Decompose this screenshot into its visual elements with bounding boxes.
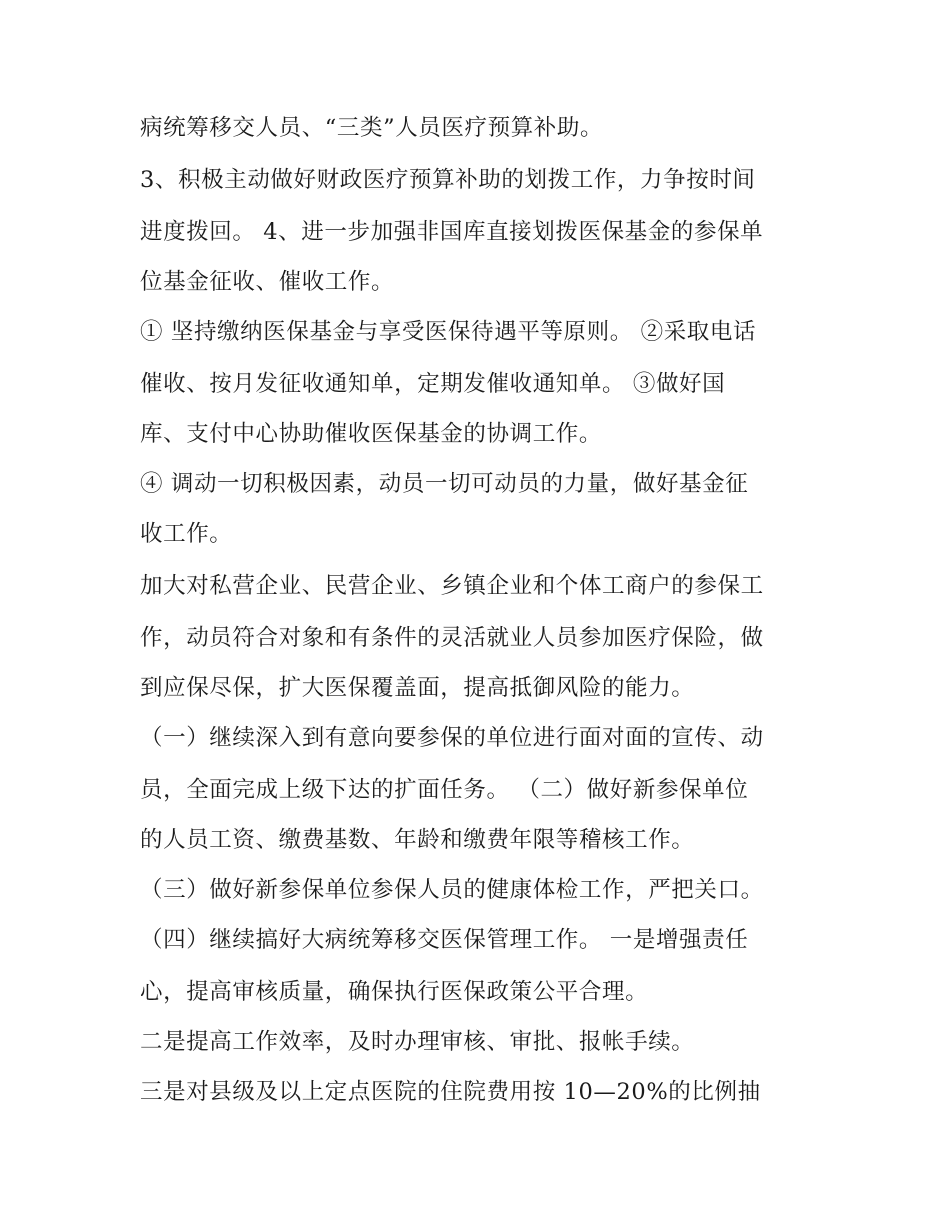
text-line: 库、支付中心协助催收医保基金的协调工作。 bbox=[140, 421, 603, 447]
text-line: 三是对县级及以上定点医院的住院费用按 10—20%的比例抽 bbox=[140, 1079, 761, 1105]
text-line: 二是提高工作效率，及时办理审核、审批、报帐手续。 bbox=[140, 1029, 695, 1055]
text-line: （一）继续深入到有意向要参保的单位进行面对面的宣传、动 bbox=[140, 725, 764, 751]
text-line: 作，动员符合对象和有条件的灵活就业人员参加医疗保险，做 bbox=[140, 625, 764, 651]
text-line: 3、积极主动做好财政医疗预算补助的划拨工作，力争按时间 bbox=[140, 167, 756, 193]
text-line: （四）继续搞好大病统筹移交医保管理工作。 一是增强责任 bbox=[140, 927, 749, 953]
text-line: 位基金征收、催收工作。 bbox=[140, 269, 395, 295]
text-line: 员，全面完成上级下达的扩面任务。 （二）做好新参保单位 bbox=[140, 777, 749, 803]
text-line: 收工作。 bbox=[140, 521, 233, 547]
text-line: ① 坚持缴纳医保基金与享受医保待遇平等原则。 ②采取电话 bbox=[140, 319, 757, 345]
text-line: 进度拨回。 4、进一步加强非国库直接划拨医保基金的参保单 bbox=[140, 219, 764, 245]
text-line: 病统筹移交人员、“三类”人员医疗预算补助。 bbox=[140, 115, 604, 141]
text-line: ④ 调动一切积极因素，动员一切可动员的力量，做好基金征 bbox=[140, 471, 749, 497]
text-line: 催收、按月发征收通知单，定期发催收通知单。 ③做好国 bbox=[140, 371, 726, 397]
text-line: 的人员工资、缴费基数、年龄和缴费年限等稽核工作。 bbox=[140, 827, 695, 853]
text-line: 心，提高审核质量，确保执行医保政策公平合理。 bbox=[140, 979, 649, 1005]
text-line: 到应保尽保，扩大医保覆盖面，提高抵御风险的能力。 bbox=[140, 675, 695, 701]
text-line: （三）做好新参保单位参保人员的健康体检工作，严把关口。 bbox=[140, 877, 764, 903]
text-line: 加大对私营企业、民营企业、乡镇企业和个体工商户的参保工 bbox=[140, 573, 764, 599]
